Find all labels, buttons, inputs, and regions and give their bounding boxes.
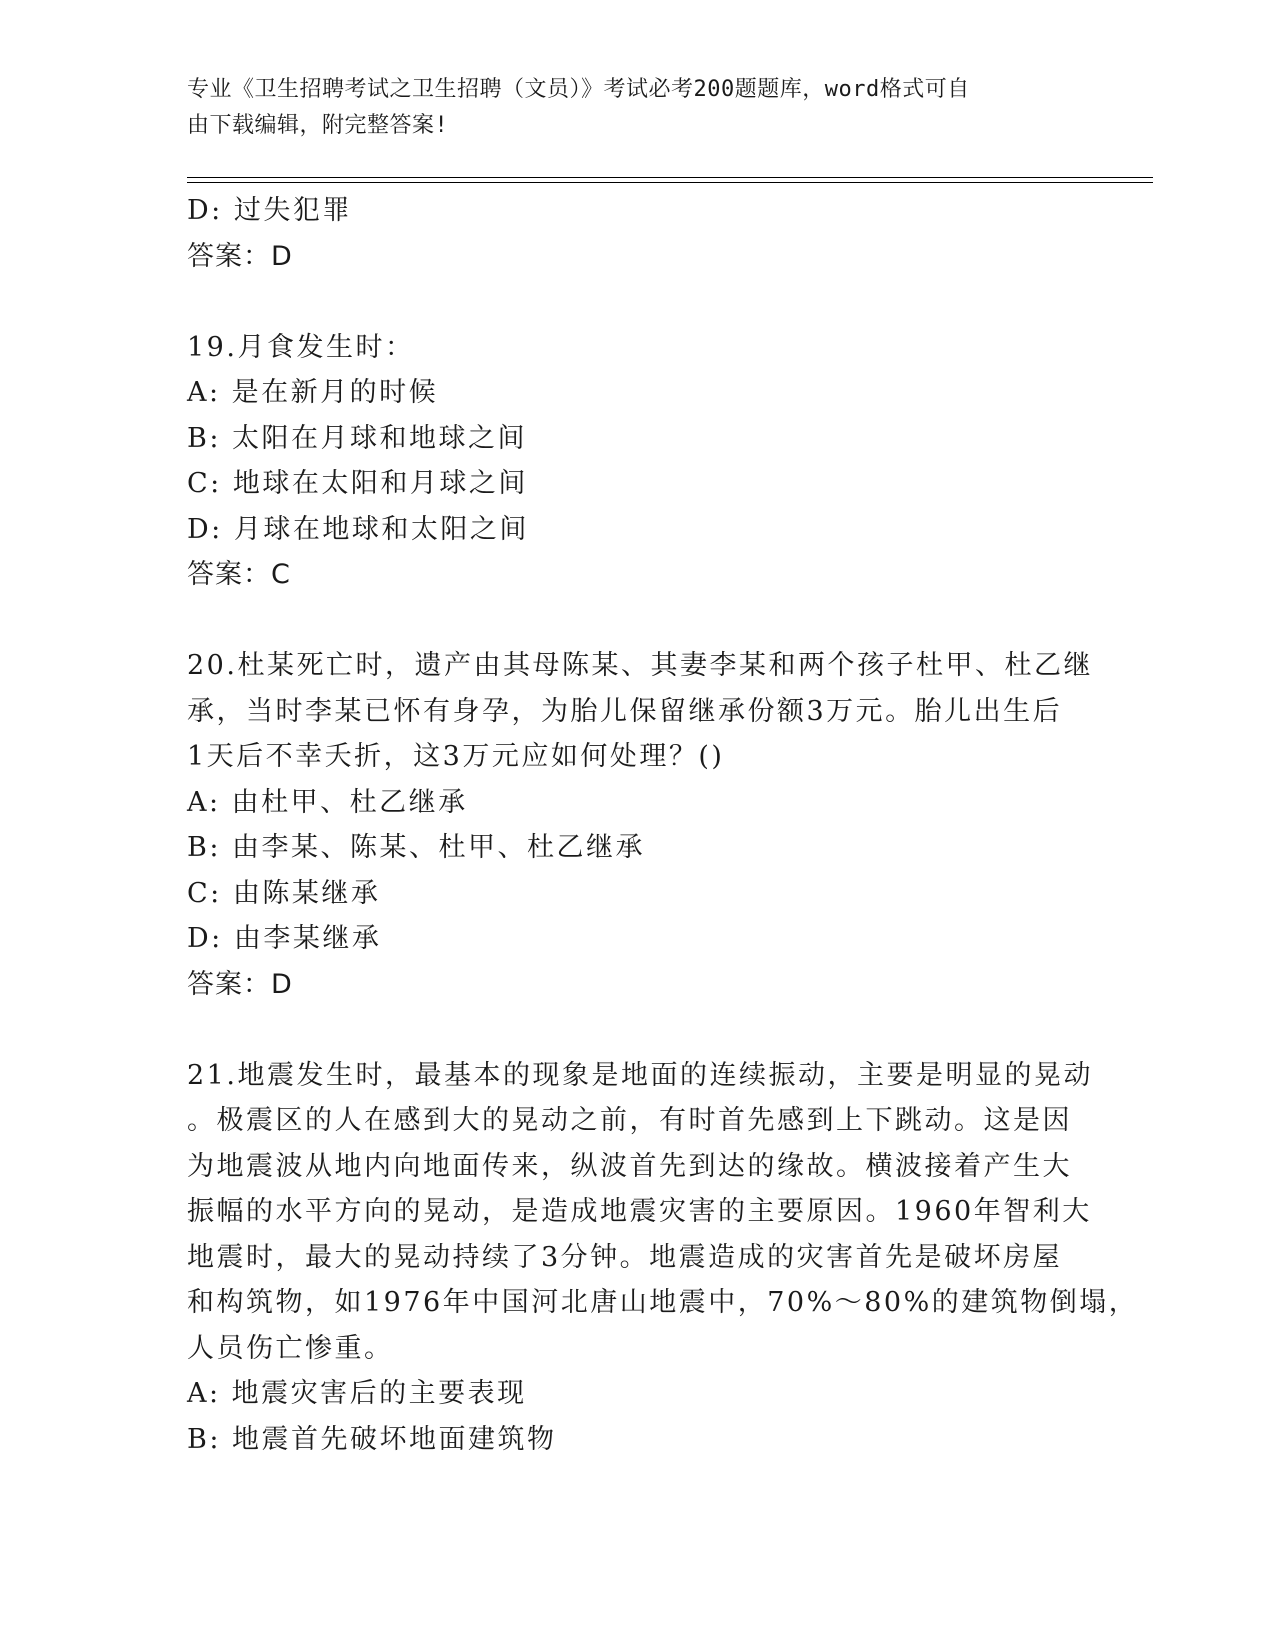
q19-option-b: B: 太阳在月球和地球之间 (187, 422, 528, 454)
q21-stem-line-4: 振幅的水平方向的晃动，是造成地震灾害的主要原因。1960年智利大 (187, 1196, 1092, 1227)
q21-stem-line-1: 21.地震发生时，最基本的现象是地面的连续振动，主要是明显的晃动 (187, 1059, 1093, 1091)
q18-answer: 答案：D (187, 240, 293, 272)
spacer (187, 598, 1087, 644)
question-content (187, 188, 1139, 1462)
q21-stem-line-7: 人员伤亡惨重。 (187, 1332, 394, 1364)
header-rule-bottom (187, 182, 1153, 183)
q20-stem-line-1: 20.杜某死亡时，遗产由其母陈某、其妻李某和两个孩子杜甲、杜乙继 (187, 650, 1093, 681)
q21-stem-line-5: 地震时，最大的晃动持续了3分钟。地震造成的灾害首先是破坏房屋 (187, 1241, 1063, 1273)
q20-option-c: C: 由陈某继承 (187, 877, 381, 909)
q18-option-d: D: 过失犯罪 (187, 195, 352, 226)
q21-stem-line-2: 。极震区的人在感到大的晃动之前，有时首先感到上下跳动。这是因 (187, 1105, 1072, 1136)
q20-option-b: B: 由李某、陈某、杜甲、杜乙继承 (187, 832, 646, 863)
spacer (187, 1007, 1087, 1053)
q21-option-a: A: 地震灾害后的主要表现 (187, 1378, 527, 1409)
q19-answer: 答案：C (187, 559, 291, 590)
q21-option-b: B: 地震首先破坏地面建筑物 (187, 1423, 557, 1455)
q20-stem-line-2: 承，当时李某已怀有身孕，为胎儿保留继承份额3万元。胎儿出生后 (187, 695, 1063, 727)
q20-option-d: D: 由李某继承 (187, 923, 382, 954)
document-header (187, 72, 1077, 144)
q21-stem-line-3: 为地震波从地内向地面传来，纵波首先到达的缘故。横波接着产生大 (187, 1150, 1072, 1182)
q20-option-a: A: 由杜甲、杜乙继承 (187, 786, 468, 818)
header-line-1: 专业《卫生招聘考试之卫生招聘（文员）》考试必考200题题库，word格式可自 (187, 77, 970, 102)
q19-option-d: D: 月球在地球和太阳之间 (187, 513, 529, 545)
question-21 (187, 1053, 1139, 1463)
spacer (187, 279, 1087, 325)
q20-stem-line-3: 1天后不幸夭折，这3万元应如何处理？() (187, 741, 725, 772)
q20-answer: 答案：D (187, 968, 293, 1000)
question-20 (187, 643, 1093, 1007)
q21-stem-line-6: 和构筑物，如1976年中国河北唐山地震中，70%～80%的建筑物倒塌， (187, 1287, 1139, 1318)
header-line-2: 由下载编辑，附完整答案! (187, 113, 449, 138)
q19-stem: 19.月食发生时： (187, 331, 415, 363)
header-rule-top (187, 177, 1153, 178)
question-19 (187, 325, 1087, 598)
q19-option-c: C: 地球在太阳和月球之间 (187, 468, 528, 499)
q19-option-a: A: 是在新月的时候 (187, 377, 439, 408)
